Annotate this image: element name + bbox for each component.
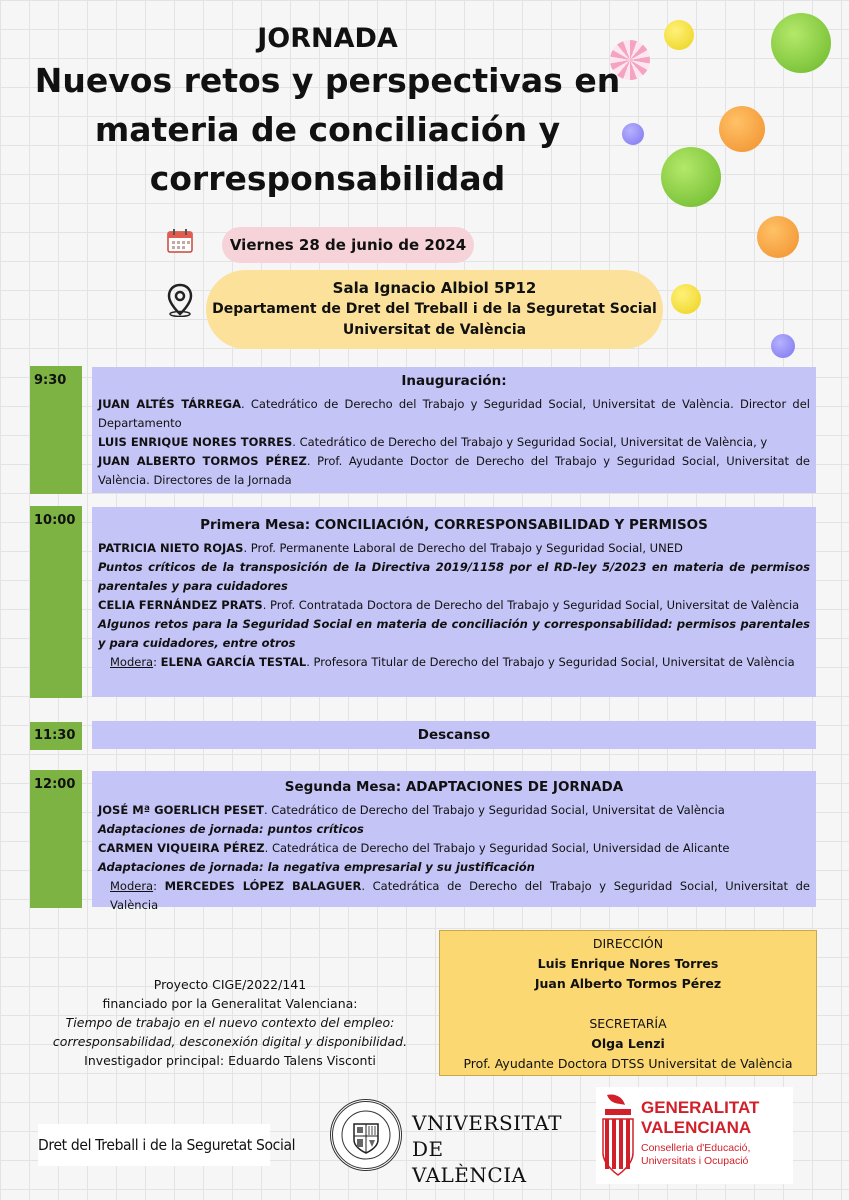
moderator-entry: Modera: ELENA GARCÍA TESTAL. Profesora Titular de Derecho del Trabajo y Seguridad Social, Universitat de València [110, 655, 795, 669]
decor-ball-orange-small [757, 216, 799, 258]
project-info [30, 975, 430, 1070]
director-name: Luis Enrique Nores Torres [537, 956, 719, 971]
speaker-entry: CELIA FERNÁNDEZ PRATS. Prof. Contratada Doctora de Derecho del Trabajo y Seguridad Social, Universitat de València [98, 598, 800, 612]
session-inauguracion [92, 367, 816, 493]
session-time-1: 9:30 [34, 373, 67, 388]
venue-department: Departament de Dret del Treball i de la Seguretat Social [212, 301, 657, 317]
speaker-entry: LUIS ENRIQUE NORES TORRES. Catedrático de Derecho del Trabajo y Seguridad Social, Universitat de València, y [98, 435, 768, 449]
generalitat-name [641, 1098, 759, 1138]
speaker-entry: JOSÉ Mª GOERLICH PESET. Catedrático de Derecho del Trabajo y Seguridad Social, Universitat de València [98, 803, 725, 817]
director-name: Juan Alberto Tormos Pérez [534, 976, 722, 991]
venue-room: Sala Ignacio Albiol 5P12 [332, 279, 537, 297]
session-title: Descanso [417, 727, 491, 743]
speaker-entry: JUAN ALTÉS TÁRREGA. Catedrático de Derecho del Trabajo y Seguridad Social, Universitat de València. Director del Departamento [98, 397, 810, 430]
talk-topic: Adaptaciones de jornada: puntos críticos [98, 822, 364, 836]
project-title-line-1: Tiempo de trabajo en el nuevo contexto del empleo: [65, 1015, 395, 1030]
department-logo: Dret del Treball i de la Seguretat Social [38, 1124, 270, 1166]
title-block [20, 22, 635, 203]
calendar-icon [166, 228, 194, 254]
talk-topic: Adaptaciones de jornada: la negativa empresarial y su justificación [98, 860, 535, 874]
conselleria-line-2: Universitats i Ocupació [641, 1155, 749, 1167]
speaker-entry: JUAN ALBERTO TORMOS PÉREZ. Prof. Ayudante Doctor de Derecho del Trabajo y Seguridad Social, Universitat de València. Directores de la Jornada [98, 454, 811, 487]
project-code: Proyecto CIGE/2022/141 [153, 977, 307, 992]
university-seal-icon [330, 1099, 402, 1171]
conselleria-line-1: Conselleria d'Educació, [641, 1142, 751, 1154]
direction-label: DIRECCIÓN [592, 936, 664, 951]
location-pin-icon [166, 283, 194, 317]
decor-ball-purple-small [771, 334, 795, 358]
secretariat-label: SECRETARÍA [589, 1016, 667, 1031]
event-title-line-1: Nuevos retos y perspectivas en [34, 61, 621, 100]
session-segunda-mesa [92, 771, 816, 912]
talk-topic: Algunos retos para la Seguridad Social en materia de conciliación y corresponsabilidad: permisos parentales y para cuidadores, entre otros [98, 617, 810, 650]
venue-university: Universitat de València [342, 322, 527, 338]
university-name-line-2: DE VALÈNCIA [412, 1137, 527, 1187]
project-title-line-2: corresponsabilidad, desconexión digital y disponibilidad. [52, 1034, 408, 1049]
moderator-entry: Modera: MERCEDES LÓPEZ BALAGUER. Catedrática de Derecho del Trabajo y Seguridad Social, Universitat de València [110, 879, 810, 912]
session-title: Primera Mesa: CONCILIACIÓN, CORRESPONSABILIDAD Y PERMISOS [200, 517, 708, 533]
speaker-entry: PATRICIA NIETO ROJAS. Prof. Permanente Laboral de Derecho del Trabajo y Seguridad Social, UNED [98, 541, 683, 555]
session-time-4: 12:00 [34, 777, 76, 792]
project-pi: Investigador principal: Eduardo Talens Visconti [84, 1053, 376, 1068]
session-time-3: 11:30 [34, 728, 76, 743]
project-funder: financiado por la Generalitat Valenciana: [102, 996, 358, 1011]
secretary-name: Olga Lenzi [591, 1036, 665, 1051]
generalitat-name-line-2: VALENCIANA [641, 1118, 752, 1137]
session-time-2: 10:00 [34, 513, 76, 528]
generalitat-name-line-1: GENERALITAT [641, 1098, 760, 1117]
event-title-line-2: materia de conciliación y [94, 110, 561, 149]
event-title-line-3: corresponsabilidad [149, 159, 506, 198]
session-descanso [92, 721, 816, 749]
decor-ball-yellow [664, 20, 694, 50]
university-logo-text [412, 1110, 562, 1188]
secretary-role: Prof. Ayudante Doctora DTSS Universitat de València [463, 1056, 793, 1071]
event-type: JORNADA [257, 23, 398, 54]
venue [206, 270, 663, 349]
speaker-entry: CARMEN VIQUEIRA PÉREZ. Catedrática de Derecho del Trabajo y Seguridad Social, Universidad de Alicante [98, 841, 730, 855]
session-primera-mesa [92, 507, 816, 697]
university-name-line-1: VNIVERSITAT [412, 1111, 562, 1135]
session-title: Inauguración: [401, 373, 507, 389]
talk-topic: Puntos críticos de la transposición de la Directiva 2019/1158 por el RD-ley 5/2023 en materia de permisos parentales y para cuidadores [98, 560, 810, 593]
generalitat-logo [596, 1087, 793, 1184]
direction-box [439, 930, 817, 1076]
decor-ball-yellow-small [671, 284, 701, 314]
generalitat-emblem-icon [601, 1093, 635, 1177]
decor-ball-green-large [771, 13, 831, 73]
time-bar-2 [30, 506, 82, 698]
decor-ball-green [661, 147, 721, 207]
event-date: Viernes 28 de junio de 2024 [222, 227, 474, 263]
conselleria-name [641, 1142, 750, 1168]
session-title: Segunda Mesa: ADAPTACIONES DE JORNADA [284, 779, 624, 795]
decor-ball-orange [719, 106, 765, 152]
